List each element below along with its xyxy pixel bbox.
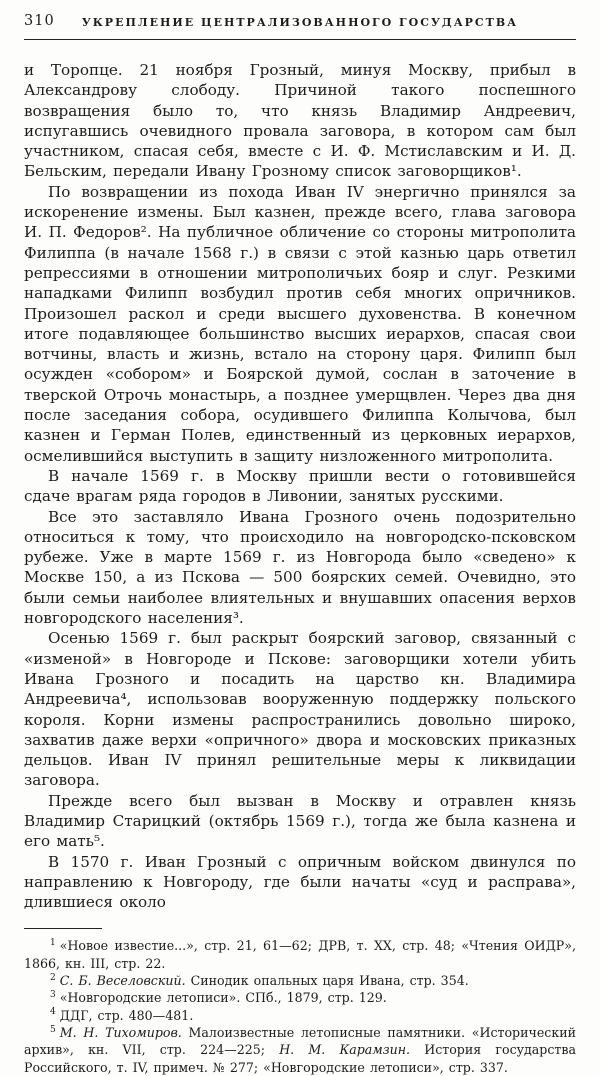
- footnote-author: С. Б. Веселовский.: [59, 973, 186, 989]
- footnote-list: [24, 937, 576, 1075]
- paragraph: В начале 1569 г. в Москву пришли вести о готовившейся сдаче врагам ряда городов в Ливонии, занятых русскими.: [24, 466, 576, 506]
- paragraph: По возвращении из похода Иван IV энергично принялся за искоренение измены. Был казнен, прежде всего, глава заговора И. П. Федоров². На публичное обличение со стороны митрополита Филиппа (в начале 1568 г.) в связи с этой казнью царь ответил репрессиями в отношении митрополичьих бояр и слуг. Резкими нападками Филипп возбудил против себя многих опричников. Произошел раскол и среди высшего духовенства. В конечном итоге подавляющее большинство высших иерархов, спасая свои вотчины, власть и жизнь, встало на сторону царя. Филипп был осужден «собором» и Боярской думой, сослан в заточение в тверской Отрочь монастырь, а позднее умерщвлен. Через два дня после заседания собора, осудившего Филиппа Колычова, был казнен и Герман Полев, единственный из церковных иерархов, осмелившийся выступить в защиту низложенного митрополита.: [24, 182, 576, 465]
- footnote: [24, 972, 576, 989]
- footnote-marker: 2: [50, 972, 56, 983]
- footnote-author: М. Н. Тихомиров.: [59, 1024, 182, 1040]
- header-rule: [24, 39, 576, 40]
- footnote: [24, 1007, 576, 1024]
- footnote-rule: [24, 928, 102, 929]
- footnote-block: [24, 928, 576, 1075]
- footnote-text: Малоизвестные летописные памятники. «Исторический архив», кн. VII, стр. 224—225;: [24, 1024, 576, 1058]
- footnote: [24, 989, 576, 1006]
- paragraph: Осенью 1569 г. был раскрыт боярский заговор, связанный с «изменой» в Новгороде и Пскове: заговорщики хотели убить Ивана Грозного и посадить на царство кн. Владимира Андреевича⁴, использовав вооруженную поддержку польского короля. Корни измены распространились довольно широко, захватив даже верхи «опричного» двора и московских приказных дельцов. Иван IV принял решительные меры к ликвидации заговора.: [24, 629, 576, 790]
- paragraph: В 1570 г. Иван Грозный с опричным войском двинулся по направлению к Новгороду, где были начаты «суд и расправа», длившиеся около: [24, 852, 576, 912]
- paragraph: и Торопце. 21 ноября Грозный, минуя Москву, прибыл в Александрову слободу. Причиной такого поспешного возвращения было то, что князь Владимир Андреевич, испугавшись очевидного провала заговора, в котором сам был участником, спасая себя, вместе с И. Ф. Мстиславским и И. Д. Бельским, передали Ивану Грозному список заговорщиков¹.: [24, 61, 576, 181]
- footnote-marker: 5: [50, 1024, 56, 1035]
- footnote: [24, 937, 576, 972]
- footnote-author: Н. М. Карамзин.: [279, 1042, 411, 1058]
- footnote: [24, 1024, 576, 1076]
- body-paragraphs: [24, 60, 576, 912]
- paragraph: Все это заставляло Ивана Грозного очень подозрительно относиться к тому, что происходило на новгородско-псковском рубеже. Уже в марте 1569 г. из Новгорода было «сведено» к Москве 150, а из Пскова — 500 боярских семей. Очевидно, это были семьи наиболее влиятельных и внушавших опасения верхов новгородского населения³.: [24, 507, 576, 628]
- footnote-text: ДДГ, стр. 480—481.: [59, 1007, 194, 1023]
- page-number: 310: [24, 13, 55, 29]
- footnote-text: Синодик опальных царя Ивана, стр. 354.: [185, 973, 469, 989]
- footnote-marker: 1: [50, 938, 56, 949]
- running-head: УКРЕПЛЕНИЕ ЦЕНТРАЛИЗОВАННОГО ГОСУДАРСТВА: [81, 16, 519, 29]
- paragraph: Прежде всего был вызван в Москву и отравлен князь Владимир Старицкий (октябрь 1569 г.), тогда же была казнена и его мать⁵.: [24, 791, 576, 851]
- footnote-text: «Новое известие...», стр. 21, 61—62; ДРВ, т. XX, стр. 48; «Чтения ОИДР», 1866, кн. III, стр. 22.: [24, 938, 576, 971]
- footnote-marker: 3: [50, 990, 56, 1001]
- page-header: [24, 10, 576, 32]
- footnote-text: «Новгородские летописи». СПб., 1879, стр. 129.: [59, 990, 387, 1006]
- footnote-text: История государства Российского, т. IV, примеч. № 277; «Новгородские летописи», стр. 337.: [24, 1042, 576, 1075]
- footnote-marker: 4: [50, 1007, 56, 1018]
